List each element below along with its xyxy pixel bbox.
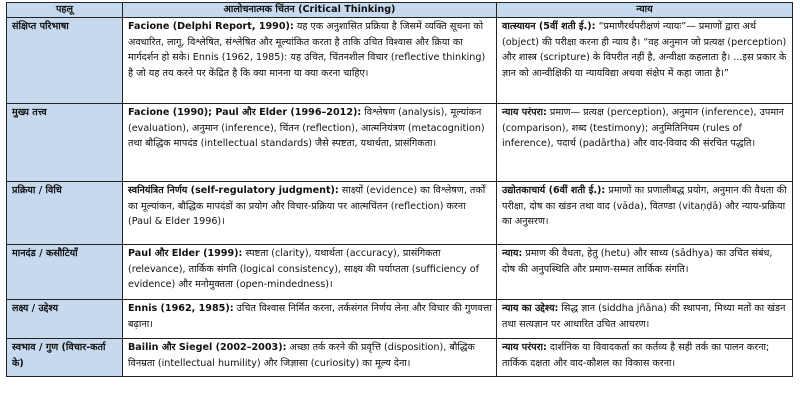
ct-source: Facione (Delphi Report, 1990): [128, 21, 294, 32]
ct-cell [123, 104, 497, 182]
ct-source: Ennis (1962, 1985): [128, 303, 234, 314]
ct-source: Facione (1990); Paul और Elder (1996–2012): [128, 107, 362, 118]
header-nyaya: न्याय [497, 3, 793, 18]
row-aspect: प्रक्रिया / विधि [7, 182, 123, 245]
nyaya-text: प्रमाण— प्रत्यक्ष (perception), अनुमान (inference), उपमान (comparison), शब्द (testimony); अनुमितिनियम (rules of inference), पदार्थ (padārtha) और वाद-विवाद की संरचित पद्धति। [502, 107, 784, 149]
nyaya-text: प्रमाणों का प्रणालीबद्ध प्रयोग, अनुमान की वैधता की परीक्षा, दोष का खंडन तथा वाद (vāda), वितण्डा (vitaṇḍā) और न्याय-प्रक्रिया का अनुसरण। [502, 185, 787, 227]
table-row [7, 300, 793, 339]
nyaya-cell [497, 182, 793, 245]
ct-text: विश्लेषण (analysis), मूल्यांकन (evaluation), अनुमान (inference), चिंतन (reflection), आत्मनियंत्रण (metacognition) तथा बौद्धिक मापदंड (intellectual standards) जैसे स्पष्टता, यथार्थता, प्रासंगिकता। [128, 107, 485, 149]
ct-cell [123, 339, 497, 377]
row-aspect: मानदंड / कसौटियाँ [7, 245, 123, 300]
row-aspect: लक्ष्य / उद्देश्य [7, 300, 123, 339]
comparison-table [6, 2, 793, 377]
ct-source: स्वनियंत्रित निर्णय (self-regulatory judgment): [128, 185, 339, 196]
ct-source: Bailin और Siegel (2002–2003): [128, 342, 287, 353]
nyaya-source: उद्योतकाचार्य (6वीं शती ई.): [502, 185, 606, 196]
nyaya-source: न्याय परंपरा: [502, 342, 547, 353]
ct-source: Paul और Elder (1999): [128, 248, 243, 259]
ct-cell [123, 182, 497, 245]
table-header-row [7, 3, 793, 18]
nyaya-cell [497, 245, 793, 300]
nyaya-text: प्रमाण की वैधता, हेतु (hetu) और साध्य (sādhya) का उचित संबंध, दोष की अनुपस्थिति और प्रमाण-सम्मत तार्किक संगति। [502, 248, 773, 275]
nyaya-source: वात्स्यायन (5वीं शती ई.): [502, 21, 596, 32]
table-row [7, 104, 793, 182]
nyaya-source: न्याय: [502, 248, 523, 259]
nyaya-cell [497, 339, 793, 377]
header-aspect: पहलू [7, 3, 123, 18]
ct-text: साक्ष्यों (evidence) का विश्लेषण, तर्कों का मूल्यांकन, बौद्धिक मापदंडों का प्रयोग और विचार-प्रक्रिया पर आत्मचिंतन (reflection) करना (Paul & Elder 1996)। [128, 185, 486, 227]
nyaya-cell [497, 104, 793, 182]
ct-text: यह एक अनुशासित प्रक्रिया है जिसमें व्यक्ति सूचना को अवधारित, लागू, विश्लेषित, संश्लेषित और मूल्यांकित करता है ताकि उचित विश्वास और क्रिया का मार्गदर्शन हो सके। Ennis (1962, 1985): यह उचित, चिंतनशील विचार (reflective thinking) है जो यह तय करने पर केंद्रित है कि क्या मानना या क्या करना चाहिए। [128, 21, 486, 79]
nyaya-text: सिद्ध ज्ञान (siddha jñāna) की स्थापना, मिथ्या मतों का खंडन तथा सत्यज्ञान पर आधारित उचित आचरण। [502, 303, 786, 330]
nyaya-text: “प्रमाणैरर्थपरीक्षणं न्यायः”— प्रमाणों द्वारा अर्थ (object) की परीक्षा करना ही न्याय है। “वह अनुमान जो प्रत्यक्ष (perception) और शास्त्र (scripture) के विपरीत नहीं है, अन्वीक्षा कहलाता है। ...इस प्रकार के ज्ञान को आन्वीक्षिकी या न्यायविद्या अथवा संक्षेप में कहा जाता है।” [502, 21, 787, 79]
nyaya-cell [497, 18, 793, 104]
comparison-table-frame [6, 2, 792, 416]
nyaya-source: न्याय का उद्देश्य: [502, 303, 559, 314]
table-row [7, 18, 793, 104]
ct-cell [123, 300, 497, 339]
row-aspect: मुख्य तत्त्व [7, 104, 123, 182]
table-row [7, 182, 793, 245]
nyaya-cell [497, 300, 793, 339]
row-aspect: संक्षिप्त परिभाषा [7, 18, 123, 104]
nyaya-text: दार्शनिक या विवादकर्ता का कर्तव्य है सही तर्क का पालन करना; तार्किक दक्षता और वाद-कौशल का विकास करना। [502, 342, 770, 369]
ct-cell [123, 245, 497, 300]
nyaya-source: न्याय परंपरा: [502, 107, 547, 118]
ct-text: उचित विश्वास निर्मित करना, तर्कसंगत निर्णय लेना और विचार की गुणवत्ता बढ़ाना। [128, 303, 492, 330]
ct-text: स्पष्टता (clarity), यथार्थता (accuracy), प्रासंगिकता (relevance), तार्किक संगति (logical consistency), साक्ष्य की पर्याप्तता (sufficiency of evidence) और मनोमुक्तता (open-mindedness)। [128, 248, 479, 290]
table-row [7, 245, 793, 300]
ct-text: अच्छा तर्क करने की प्रवृत्ति (disposition), बौद्धिक विनम्रता (intellectual humility) और जिज्ञासा (curiosity) का मूल्य देना। [128, 342, 475, 369]
header-critical-thinking: आलोचनात्मक चिंतन (Critical Thinking) [123, 3, 497, 18]
table-row [7, 339, 793, 377]
ct-cell [123, 18, 497, 104]
row-aspect: स्वभाव / गुण (विचार-कर्ता के) [7, 339, 123, 377]
